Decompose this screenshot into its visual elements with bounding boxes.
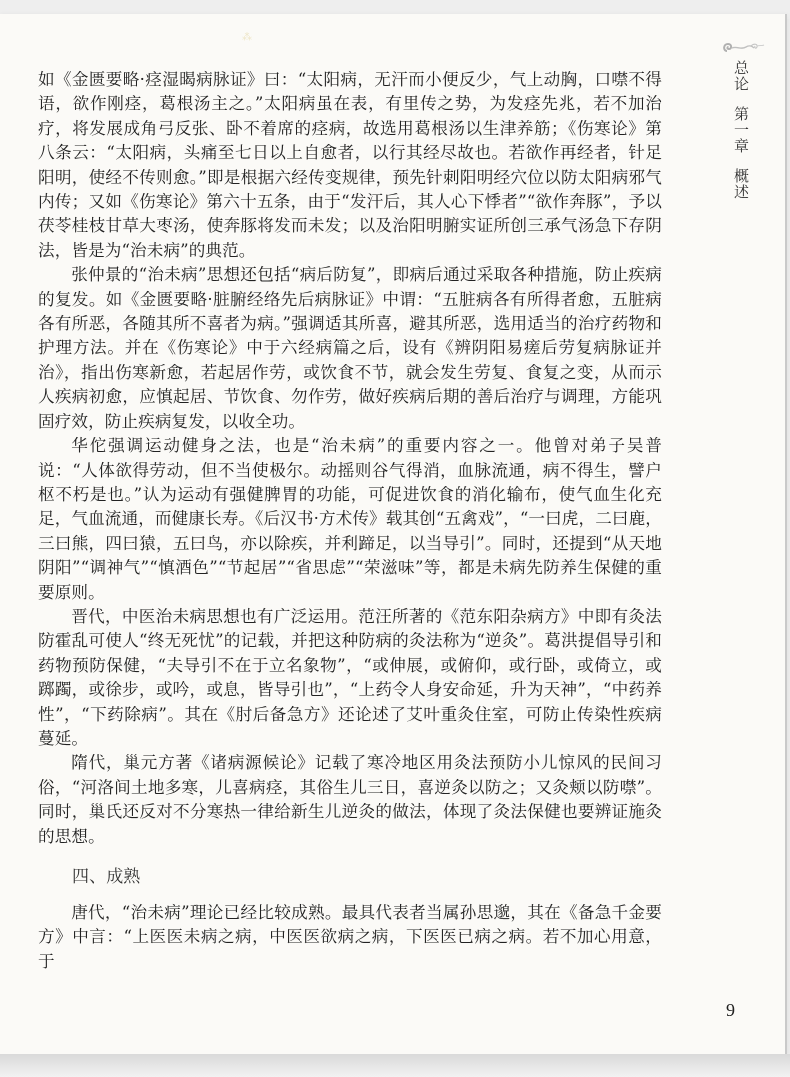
paragraph-4: 晋代，中医治未病思想也有广泛运用。范汪所著的《范东阳杂病方》中即有灸法防霍乱可使人“终无死忧”的记载，并把这种防病的灸法称为“逆灸”。葛洪提倡导引和药物预防保健，“夫导引不在于立名象物”，“或伸展，或俯仰，或行卧，或倚立，或踯躅，或徐步，或吟，或息，皆导引也”，“上药令人身安命延，升为天神”，“中药养性”，“下药除病”。其在《肘后备急方》还论述了艾叶重灸住室，可防止传染性疾病蔓延。 — [38, 606, 662, 748]
section-heading: 四、成熟 — [72, 867, 141, 887]
paragraph-3: 华佗强调运动健身之法，也是“治未病”的重要内容之一。他曾对弟子吴普说：“人体欲得劳动，但不当使极尔。动摇则谷气得消，血脉流通，病不得生，譬户枢不朽是也。”认为运动有强健脾胃的功能，可促进饮食的消化输布，使气血生化充足，气血流通，而健康长寿。《后汉书·方术传》载其创“五禽戏”，“一曰虎，二曰鹿，三曰熊，四曰猿，五曰鸟，亦以除疾，并利蹄足，以当导引”。同时，还提到“从天地阴阳”“调神气”“慎酒色”“节起居”“省思虑”“荣滋味”等，都是未病先防养生保健的重要原则。 — [38, 436, 662, 602]
book-page — [0, 14, 787, 1054]
paragraph-5: 隋代，巢元方著《诸病源候论》记载了寒冷地区用灸法预防小儿惊风的民间习俗，“河洛间土地多寒，儿喜病痉，其俗生儿三日，喜逆灸以防之；又灸颊以防噤”。同时，巢氏还反对不分寒热一律给新生儿逆灸的做法，体现了灸法保健也要辨证施灸的思想。 — [38, 753, 662, 846]
chapter-side-header — [721, 40, 761, 214]
paragraph-6: 唐代，“治未病”理论已经比较成熟。最具代表者当属孙思邈，其在《备急千金要方》中言：“上医医未病之病，中医医欲病之病，下医医已病之病。若不加心用意，于 — [38, 903, 662, 971]
page-number: 9 — [726, 1000, 735, 1020]
paragraph-2: 张仲景的“治未病”思想还包括“病后防复”，即病后通过采取各种措施，防止疾病的复发。如《金匮要略·脏腑经络先后病脉证》中谓：“五脏病各有所得者愈，五脏病各有所恶，各随其所不喜者为病。”强调适其所喜，避其所恶，选用适当的治疗药物和护理方法。并在《伤寒论》中于六经病篇之后，设有《辨阴阳易瘥后劳复病脉证并治》，指出伤寒新愈，若起居作劳，或饮食不节，就会发生劳复、食复之变，从而示人疾病初愈，应慎起居、节饮食、勿作劳，做好疾病后期的善后治疗与调理，方能巩固疗效，防止疾病复发，以收全功。 — [38, 265, 662, 431]
scan-speck: ⁂ — [242, 32, 252, 43]
side-title-general: 总论 — [732, 60, 750, 92]
paragraph-1: 如《金匮要略·痉湿暍病脉证》曰：“太阳病，无汗而小便反少，气上动胸，口噤不得语，欲作刚痉，葛根汤主之。”太阳病虽在表，有里传之势，为发痉先兆，若不加治疗，将发展成角弓反张、卧不着席的痉病，故选用葛根汤以生津养筋；《伤寒论》第八条云：“太阳病，头痛至七日以上自愈者，以行其经尽故也。若欲作再经者，针足阳明，使经不传则愈。”即是根据六经传变规律，预先针刺阳明经穴位以防太阳病邪气内传；又如《伤寒论》第六十五条，由于“发汗后，其人心下悸者”“欲作奔豚”，予以茯苓桂枝甘草大枣汤，使奔豚将发而未发；以及治阳明腑实证所创三承气汤急下存阴法，皆是为“治未病”的典范。 — [38, 70, 662, 260]
side-title-chapter: 第一章 — [732, 106, 750, 154]
body-text — [38, 68, 662, 974]
side-title-overview: 概述 — [732, 168, 750, 200]
page-bottom-shadow — [0, 1054, 790, 1077]
cloud-scroll-ornament-icon — [721, 40, 765, 56]
